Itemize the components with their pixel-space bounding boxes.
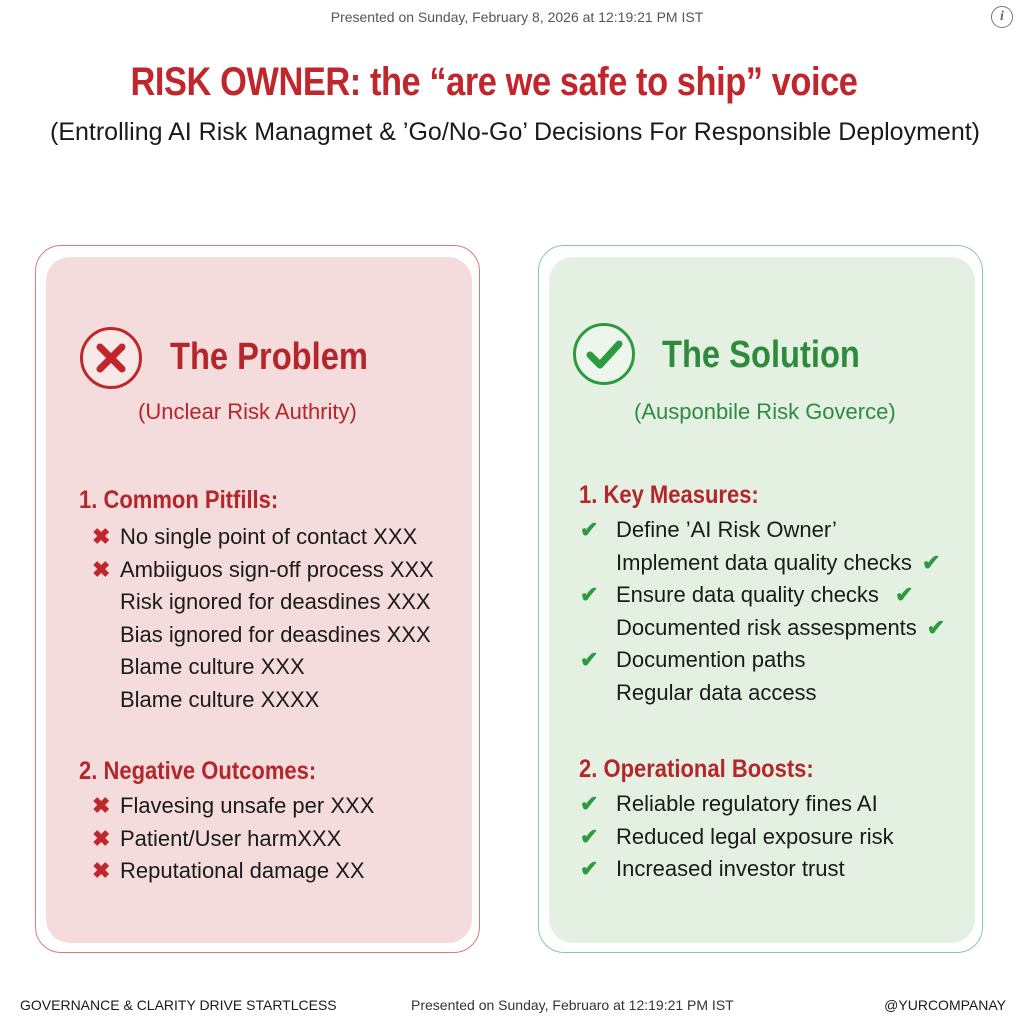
list-item: ✔ Define ’AI Risk Owner’ <box>578 514 945 547</box>
check-mark-icon: ✔ <box>580 517 599 542</box>
x-mark-icon: ✖ <box>92 793 111 818</box>
solution-subtitle: (Ausponbile Risk Goverce) <box>634 399 896 424</box>
problem-section-heading: 2. Negative Outcomes: <box>79 757 317 785</box>
presented-timestamp: Presented on Sunday, February 8, 2026 at 12:19:21 PM IST <box>330 9 704 25</box>
page-title: RISK OWNER: the “are we safe to ship” voice <box>130 60 858 104</box>
check-mark-icon: ✔ <box>894 582 914 607</box>
list-item: ✔ Increased investor trust <box>578 853 894 886</box>
check-mark-icon: ✔ <box>580 582 599 607</box>
list-item: ✖ Patient/User harmXXX <box>82 823 374 856</box>
problem-section-heading: 1. Common Pitfills: <box>79 486 279 514</box>
list-item: Documented risk assespments ✔ <box>616 614 946 640</box>
list-item: Risk ignored for deasdines XXX <box>120 589 431 614</box>
x-mark-icon: ✖ <box>92 825 111 851</box>
problem-outcomes-list <box>82 790 374 888</box>
check-mark-icon: ✔ <box>580 856 599 881</box>
list-item: Blame culture XXX <box>120 654 305 679</box>
check-mark-icon: ✔ <box>926 614 946 640</box>
list-item: Implement data quality checks ✔ <box>616 549 941 575</box>
check-mark-icon: ✔ <box>921 549 941 575</box>
list-item: ✔ Ensure data quality checks ✔ <box>578 579 945 612</box>
problem-pitfalls-list <box>82 521 434 716</box>
footer-handle[interactable]: @YURCOMPANAY <box>884 997 1006 1013</box>
solution-section-heading: 2. Operational Boosts: <box>579 755 814 783</box>
list-item: Blame culture XXXX <box>120 686 320 712</box>
list-item: Bias ignored for deasdines XXX <box>120 621 431 647</box>
list-item: ✖ Reputational damage XX <box>82 855 374 888</box>
list-item: ✔ Reduced legal exposure risk <box>578 821 894 854</box>
solution-section-heading: 1. Key Measures: <box>579 481 759 509</box>
x-mark-icon: ✖ <box>92 556 111 582</box>
footer-timestamp: Presented on Sunday, Februaro at 12:19:21 PM IST <box>411 997 734 1013</box>
x-mark-icon: ✖ <box>92 524 111 549</box>
list-item: ✖ No single point of contact XXX <box>82 521 434 554</box>
x-circle-icon <box>80 327 142 389</box>
solution-measures-list <box>578 514 945 709</box>
list-item: Regular data access <box>616 679 817 705</box>
list-item: ✔ Reliable regulatory fines AI <box>578 788 894 821</box>
solution-title: The Solution <box>662 334 860 376</box>
list-item: ✖ Flavesing unsafe per XXX <box>82 790 374 823</box>
footer-tagline: GOVERNANCE & CLARITY DRIVE STARTLCESS <box>20 997 337 1013</box>
problem-title: The Problem <box>170 336 368 378</box>
list-item: ✖ Ambiiguos sign-off process XXX <box>82 554 434 587</box>
list-item: ✔ Documention paths <box>578 644 945 677</box>
info-icon[interactable]: i <box>991 6 1013 28</box>
page-subtitle: (Entrolling AI Risk Managmet & ’Go/No-Go’ Decisions For Responsible Deployment) <box>50 118 980 146</box>
solution-boosts-list <box>578 788 894 886</box>
check-mark-icon: ✔ <box>580 823 599 849</box>
x-mark-icon: ✖ <box>92 858 111 883</box>
check-mark-icon: ✔ <box>580 791 599 816</box>
check-mark-icon: ✔ <box>580 647 599 672</box>
check-circle-icon <box>573 323 635 385</box>
problem-subtitle: (Unclear Risk Authrity) <box>138 399 357 424</box>
